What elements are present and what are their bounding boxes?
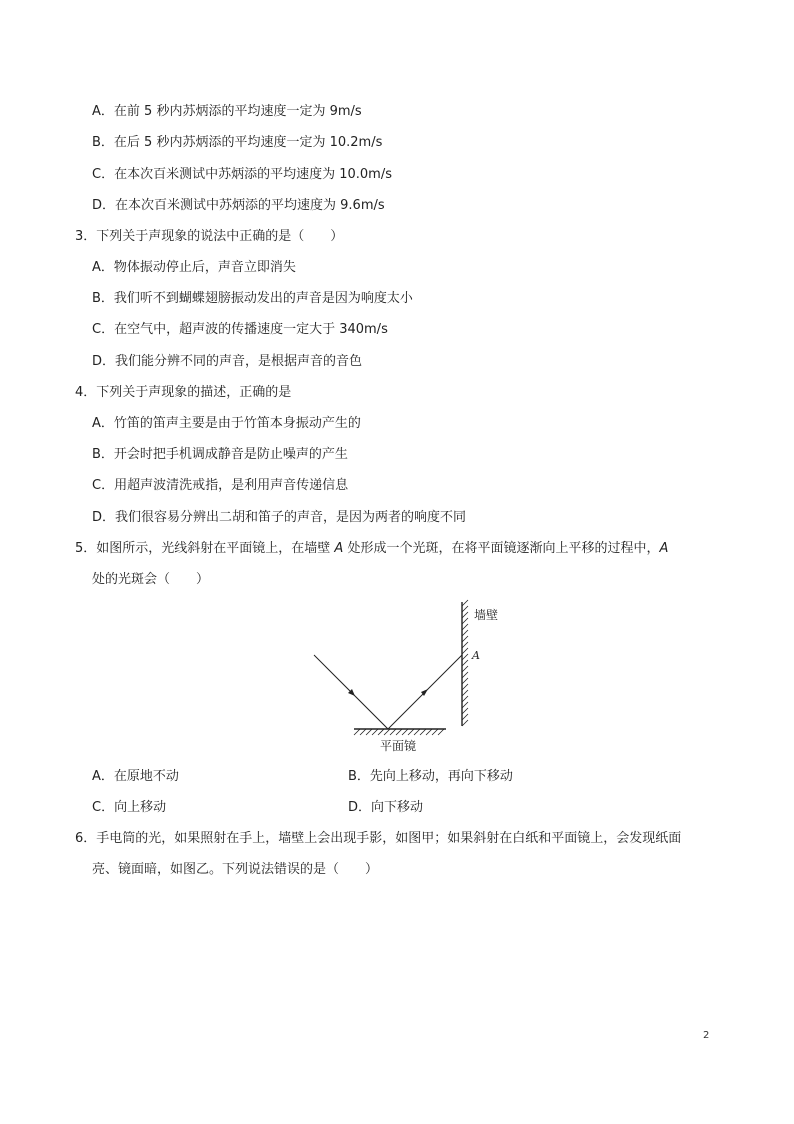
q5-option-c: C．向上移动 — [92, 800, 167, 815]
q6-stem-line2: 亮、镜面暗，如图乙。下列说法错误的是（ ） — [92, 862, 379, 877]
q5-mirror-diagram — [300, 598, 500, 758]
wall-hatching — [462, 600, 468, 726]
q3-option-b: B．我们听不到蝴蝶翅膀振动发出的声音是因为响度太小 — [92, 291, 413, 306]
q2-option-d: D．在本次百米测试中苏炳添的平均速度为 9.6m/s — [92, 198, 385, 213]
wall-label: 墙壁 — [474, 608, 499, 622]
q5-stem-line2: 处的光斑会（ ） — [92, 572, 210, 587]
q4-option-b: B．开会时把手机调成静音是防止噪声的产生 — [92, 447, 348, 462]
q3-option-d: D．我们能分辨不同的声音，是根据声音的音色 — [92, 354, 363, 369]
q2-option-c: C．在本次百米测试中苏炳添的平均速度为 10.0m/s — [92, 167, 392, 182]
page-number: 2 — [703, 1030, 710, 1041]
q6-stem-line1: 6．手电筒的光，如果照射在手上，墙壁上会出现手影，如图甲；如果斜射在白纸和平面镜上，会发现纸面 — [75, 831, 682, 846]
q4-option-a: A．竹笛的笛声主要是由于竹笛本身振动产生的 — [92, 416, 361, 431]
q3-option-c: C．在空气中，超声波的传播速度一定大于 340m/s — [92, 322, 388, 337]
point-a-label: A — [472, 649, 480, 662]
q5-stem-line1: 5．如图所示，光线斜射在平面镜上，在墙壁 A 处形成一个光斑，在将平面镜逐渐向上平移的过程中，A — [75, 541, 669, 556]
q4-stem: 4．下列关于声现象的描述，正确的是 — [75, 385, 292, 400]
q5-option-d: D．向下移动 — [348, 800, 424, 815]
mirror-label: 平面镜 — [380, 739, 417, 753]
q3-stem: 3．下列关于声现象的说法中正确的是（ ） — [75, 229, 344, 244]
q2-option-a: A．在前 5 秒内苏炳添的平均速度一定为 9m/s — [92, 104, 362, 119]
q5-option-b: B．先向上移动，再向下移动 — [348, 769, 513, 784]
q4-option-d: D．我们很容易分辨出二胡和笛子的声音，是因为两者的响度不同 — [92, 510, 467, 525]
q3-option-a: A．物体振动停止后，声音立即消失 — [92, 260, 296, 275]
mirror-hatching — [354, 729, 444, 735]
q5-option-a: A．在原地不动 — [92, 769, 179, 784]
q4-option-c: C．用超声波清洗戒指，是利用声音传递信息 — [92, 478, 349, 493]
q2-option-b: B．在后 5 秒内苏炳添的平均速度一定为 10.2m/s — [92, 135, 383, 150]
